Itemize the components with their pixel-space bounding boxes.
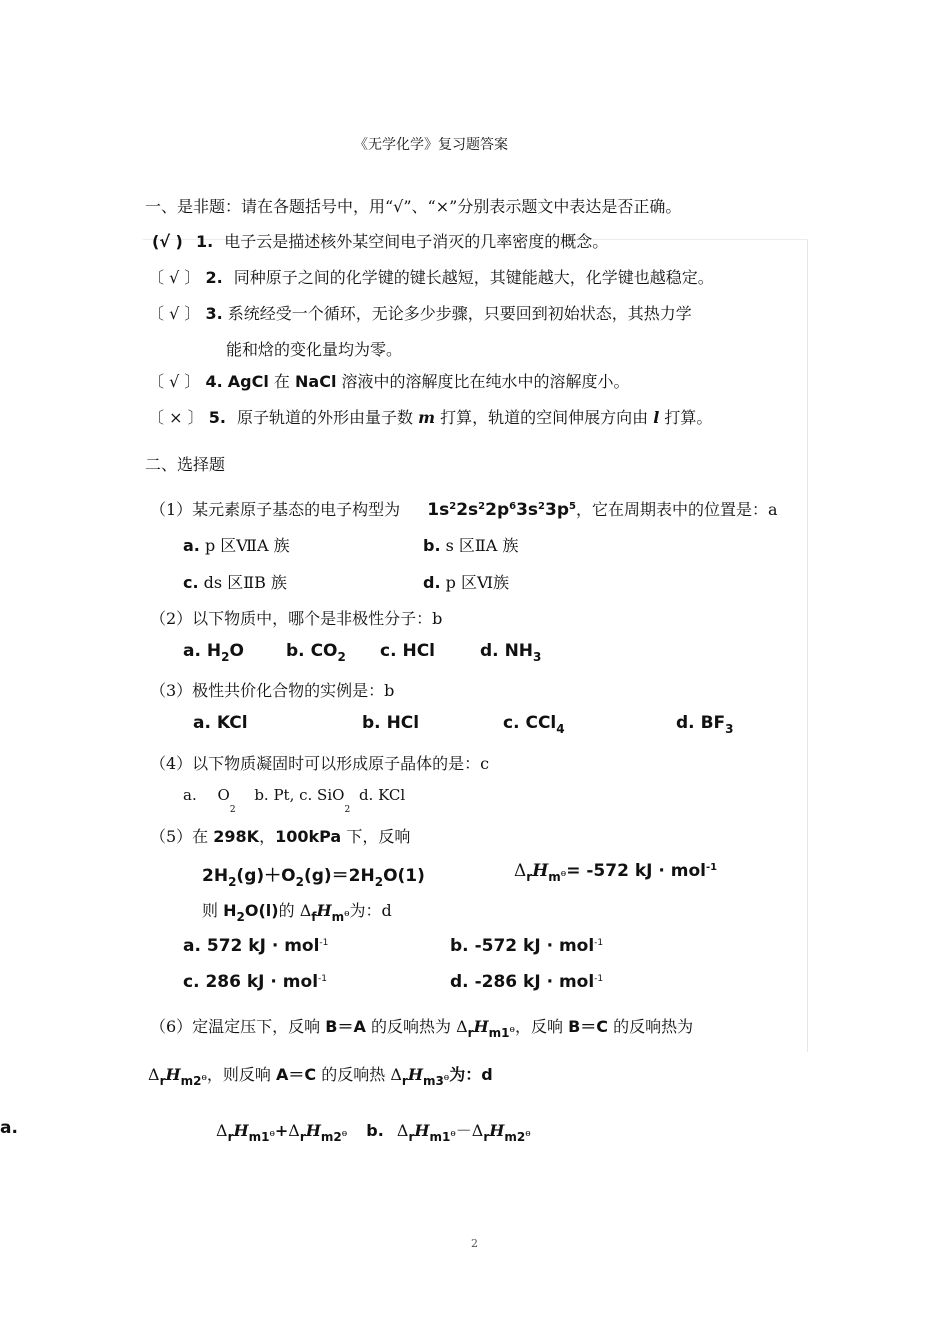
- q5-option-a: a. 572 kJ · mol$^{-1}$: [183, 936, 329, 956]
- answer-mark: 〔 √ 〕: [148, 304, 201, 323]
- q1-option-d: d. p 区Ⅵ族: [423, 573, 510, 592]
- q2-option-d: d. $NH_3$: [480, 641, 542, 664]
- item-text: 系统经受一个循环，无论多少步骤，只要回到初始状态，其热力学: [227, 304, 692, 323]
- q6-option-a: $\Delta_rH_{m1}ө+\Delta_rH_{m2}ө$: [216, 1121, 348, 1144]
- q2-option-b: b. $CO_2$: [286, 641, 346, 664]
- tf-item-5: [148, 405, 712, 428]
- item-number: 3.: [205, 304, 223, 323]
- reaction-enthalpy: $\Delta_rH_mө= -572$ kJ · mol$^{-1}$: [514, 861, 718, 884]
- q5-option-b: b. -572 kJ · mol$^{-1}$: [450, 936, 604, 956]
- page-number: 2: [471, 1237, 478, 1250]
- q1-option-a: a. p 区ⅦA 族: [183, 536, 290, 555]
- q4-stem: （4）以下物质凝固时可以形成原子晶体的是：c: [150, 754, 490, 773]
- q3-option-d: d. $BF_3$: [676, 713, 734, 736]
- page-title: 《无学化学》复习题答案: [354, 137, 508, 153]
- q5-stem: （5）在 298K，100kPa 下，反响: [150, 827, 411, 846]
- answer-mark: 〔 × 〕: [148, 408, 204, 427]
- tf-item-3-cont: 能和焓的变化量均为零。: [226, 340, 403, 359]
- item-text: 溶液中的溶解度比在纯水中的溶解度小。: [336, 372, 630, 391]
- answer-mark: (√ ): [152, 232, 183, 251]
- q6-stem-line1: （6）定温定压下，反响 B＝A 的反响热为 $\Delta_rH_{m1}ө$，反响 B＝C 的反响热为: [150, 1017, 694, 1040]
- q3-stem: （3）极性共价化合物的实例是：b: [150, 681, 395, 700]
- nacl-formula: NaCl: [295, 372, 337, 391]
- item-number: 1.: [195, 232, 214, 251]
- item-number: 2.: [205, 268, 223, 287]
- q3-option-a: a. KCl: [193, 713, 248, 733]
- section1-heading: 一、是非题：请在各题括号中，用“√”、“×”分别表示题文中表达是否正确。: [145, 197, 682, 216]
- q6-options: [216, 1118, 531, 1144]
- item-number: 4.: [205, 372, 223, 391]
- item-number: 5.: [208, 408, 226, 427]
- tf-item-2: [148, 265, 714, 288]
- q1-stem-text: （1）某元素原子基态的电子构型为: [150, 500, 401, 519]
- q1-option-b: b. s 区ⅡA 族: [423, 536, 519, 555]
- q6-option-a-label: a.: [0, 1118, 18, 1138]
- reaction-equation: $2H_2(g)+O_2(g)=2H_2O(1)$: [202, 866, 425, 889]
- section2-heading: 二、选择题: [145, 455, 226, 474]
- tf-item-1: [152, 229, 608, 252]
- q6-option-b-label: b.: [366, 1121, 384, 1140]
- q2-option-c: c. HCl: [380, 641, 435, 661]
- q5-option-d: d. -286 kJ · mol$^{-1}$: [450, 972, 604, 992]
- q6-option-b: $\Delta_rH_{m1}ө-\Delta_rH_{m2}ө$: [396, 1121, 531, 1144]
- q3-option-c: c. CCl$_4$: [503, 713, 565, 736]
- quantum-number-m: m: [418, 408, 436, 427]
- delta-h-m3: $\Delta_rH_{m3}ө$: [390, 1065, 450, 1088]
- item-text: 同种原子之间的化学键的键长越短，其键能越大，化学键也越稳定。: [233, 268, 714, 287]
- item-text: 原子轨道的外形由量子数: [237, 408, 414, 427]
- item-text-c: 打算。: [659, 408, 713, 427]
- q1-option-c: c. ds 区ⅡB 族: [183, 573, 287, 592]
- item-text: 电子云是描述核外某空间电子消灭的几率密度的概念。: [224, 232, 609, 251]
- q1-stem-tail: ，它在周期表中的位置是：a: [575, 500, 778, 519]
- q3-option-b: b. HCl: [362, 713, 420, 733]
- delta-h-m1: $\Delta_rH_{m1}ө$: [456, 1017, 515, 1040]
- q5-option-c: c. 286 kJ · mol$^{-1}$: [183, 972, 328, 992]
- q4-options: a. $O_2$ b. Pt, c. SiO$_2$ d. KCl: [183, 786, 406, 815]
- item-connector: 在: [268, 372, 296, 391]
- q6-stem-line2: $\Delta_rH_{m2}ө$，则反响 A＝C 的反响热 $\Delta_rH_{m3}ө$为：d: [148, 1065, 493, 1088]
- tf-item-3: [148, 301, 692, 324]
- q5-question: 则 $H_2O(l)$的 $\Delta_fH_mө$为：d: [202, 901, 392, 924]
- q2-option-a: a. $H_2O$: [183, 641, 244, 664]
- electron-config: $1s^22s^22p^63s^23p^5$: [427, 500, 576, 520]
- agcl-formula: AgCl: [227, 372, 269, 391]
- tf-item-4: [148, 369, 630, 392]
- item-text-b: 打算，轨道的空间伸展方向由: [435, 408, 649, 427]
- q1-stem: [150, 497, 778, 520]
- delta-h-m2: $\Delta_rH_{m2}ө$: [148, 1065, 207, 1088]
- answer-mark: 〔 √ 〕: [148, 372, 201, 391]
- quantum-number-l: l: [653, 408, 660, 427]
- q2-stem: （2）以下物质中，哪个是非极性分子：b: [150, 609, 443, 628]
- answer-mark: 〔 √ 〕: [148, 268, 201, 287]
